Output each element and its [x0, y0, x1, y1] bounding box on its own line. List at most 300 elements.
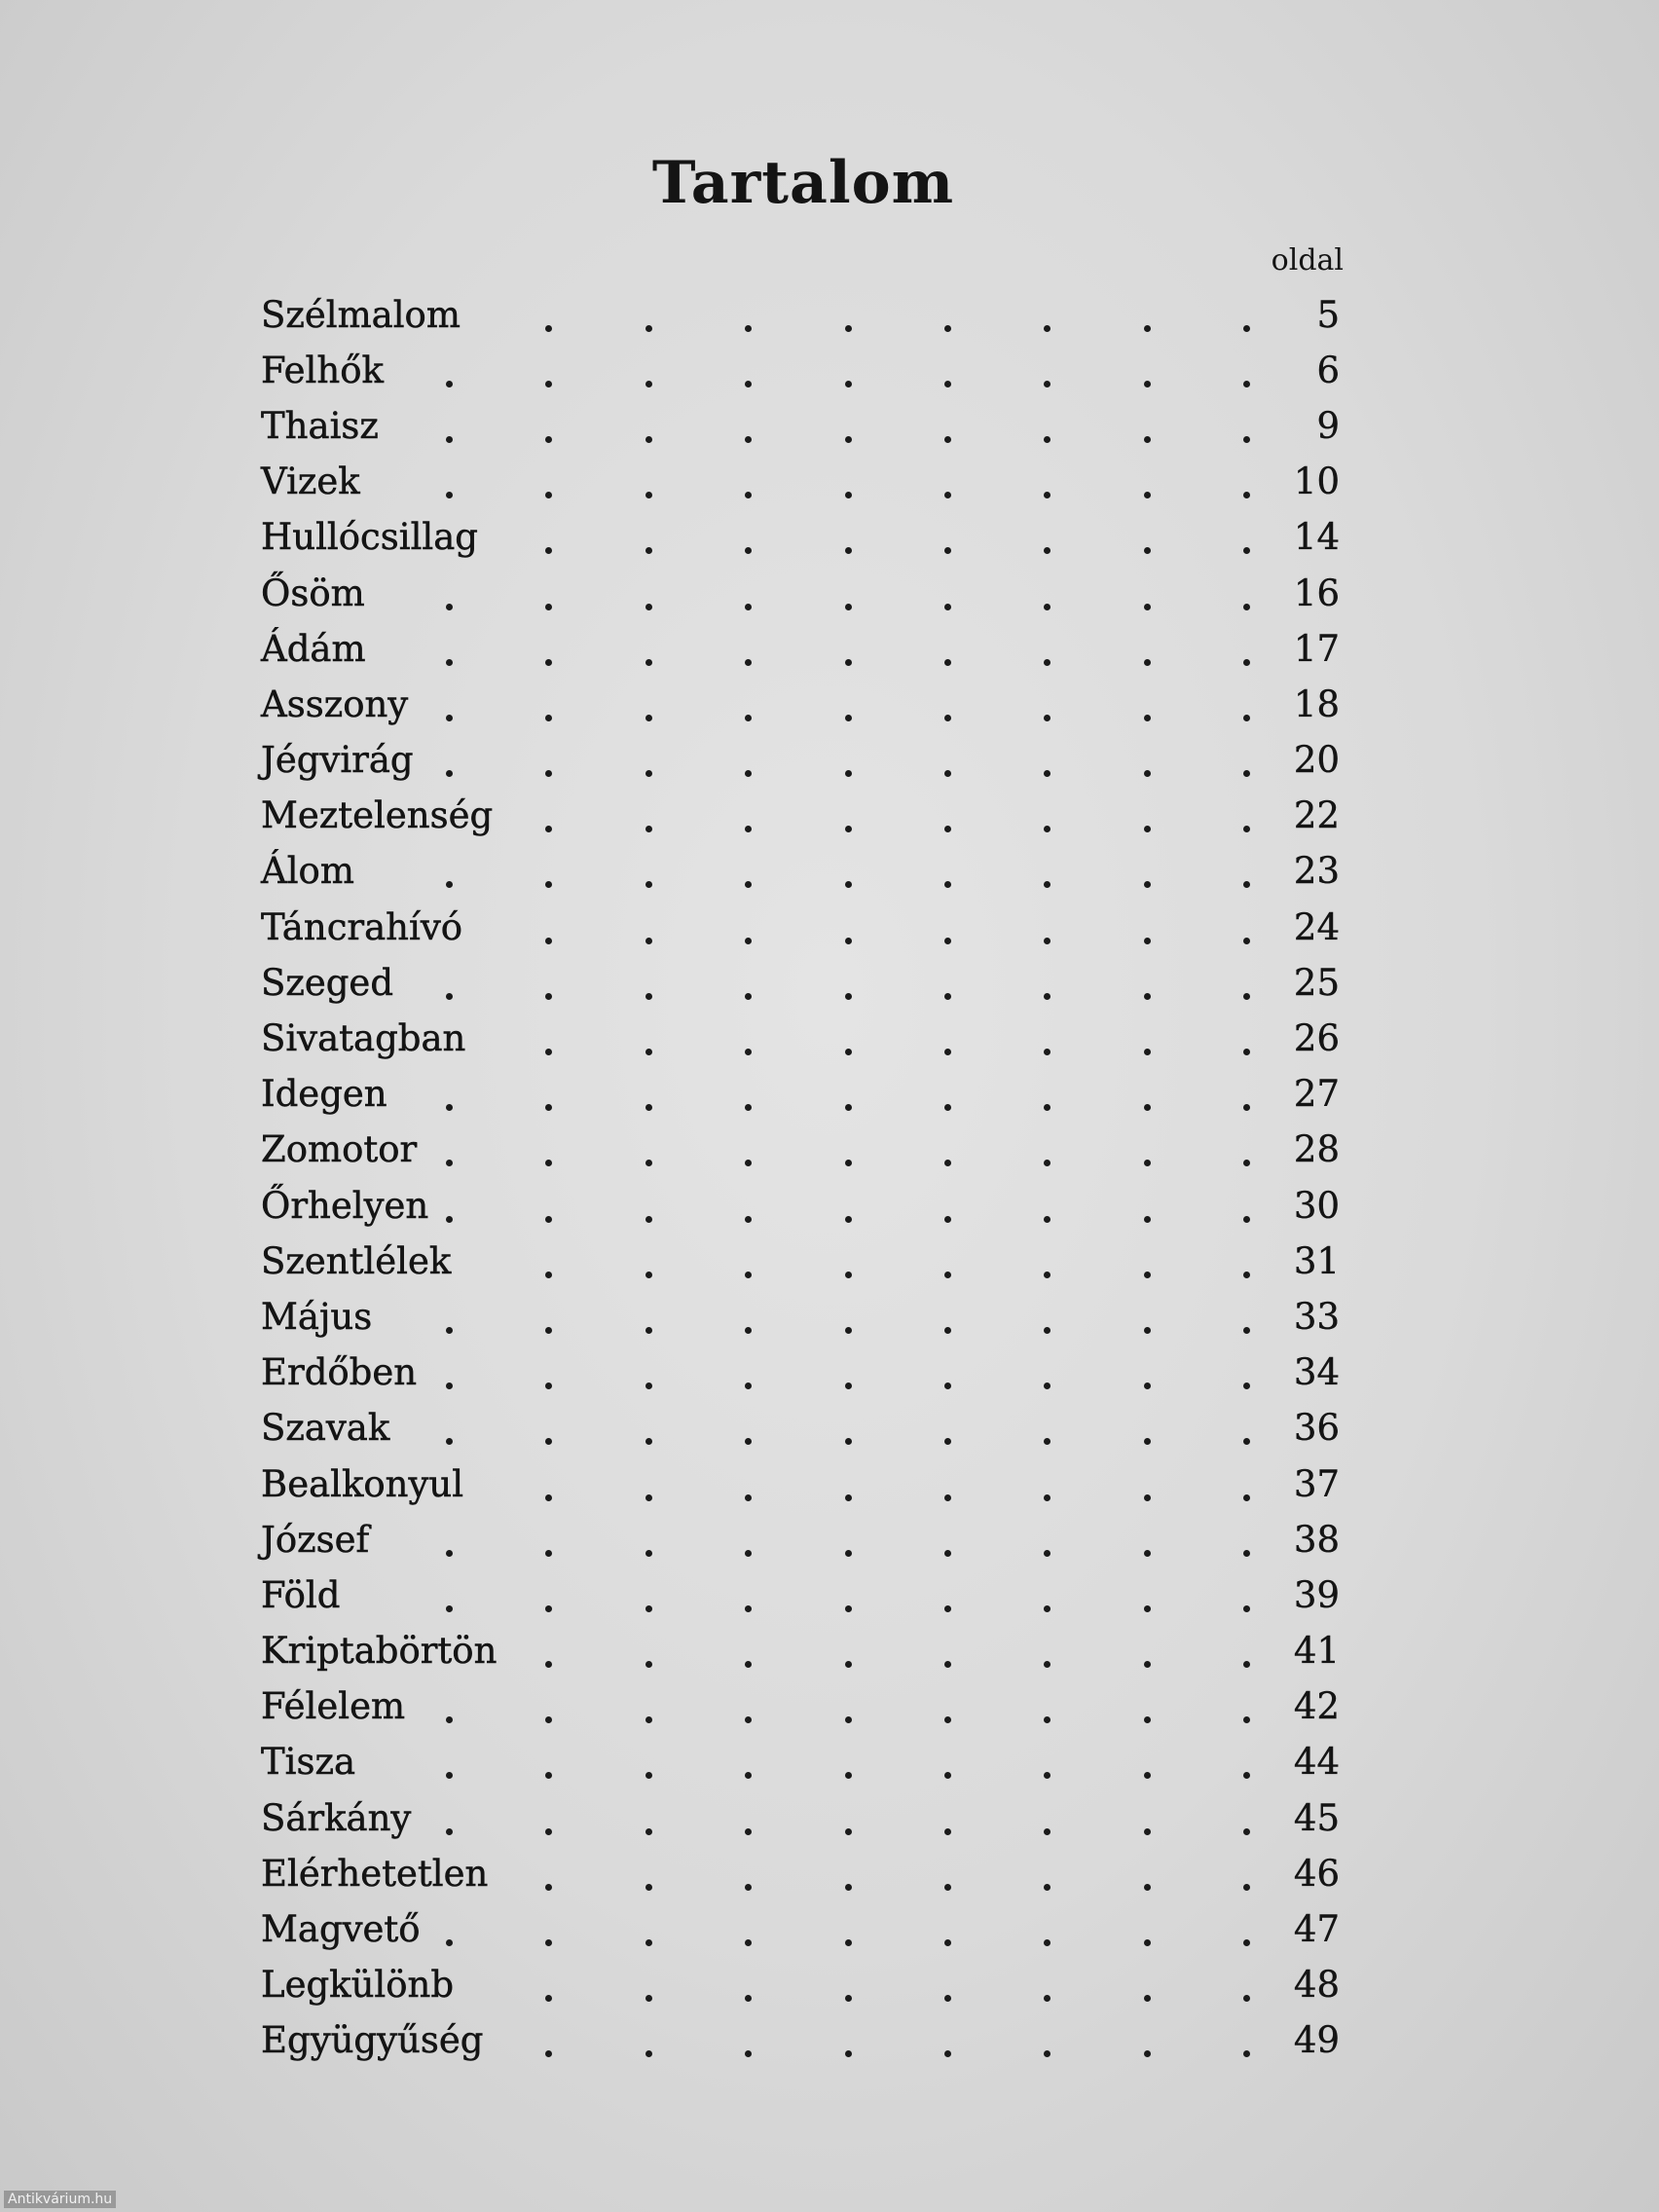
leader-dot — [1243, 604, 1250, 610]
dot-leader — [446, 1573, 1250, 1618]
leader-dot — [845, 1772, 852, 1779]
page-title: Tartalom — [651, 149, 955, 217]
leader-dot — [1243, 1104, 1250, 1111]
toc-entry — [261, 1790, 1344, 1846]
leader-dot — [1044, 1605, 1051, 1612]
leader-dot — [545, 1382, 552, 1389]
leader-dot — [645, 1327, 652, 1334]
leader-dot — [1044, 1939, 1051, 1946]
leader-dot — [1144, 1272, 1151, 1278]
dot-leader — [446, 961, 1250, 1006]
leader-dot — [845, 492, 852, 498]
leader-dot — [1144, 381, 1151, 387]
leader-dot — [1243, 1828, 1250, 1835]
leader-dot — [944, 1550, 951, 1557]
leader-dot — [645, 1661, 652, 1668]
leader-dot — [545, 1828, 552, 1835]
leader-dot — [944, 881, 951, 888]
leader-dot — [645, 993, 652, 1000]
leader-dot — [1243, 1049, 1250, 1055]
leader-dot — [845, 659, 852, 666]
leader-dot — [446, 1605, 453, 1612]
toc-entry-title: Legkülönb — [261, 1964, 455, 2007]
leader-dot — [944, 547, 951, 554]
toc-entry — [261, 1346, 1344, 1401]
toc-entry-title: Hullócsillag — [261, 516, 478, 559]
leader-dot — [1243, 826, 1250, 832]
leader-dot — [845, 381, 852, 387]
leader-dot — [645, 547, 652, 554]
leader-dot — [545, 770, 552, 777]
toc-entry-title: Thaisz — [261, 404, 379, 447]
leader-dot — [645, 381, 652, 387]
dot-leader — [446, 571, 1250, 616]
toc-entry — [261, 900, 1344, 955]
toc-entry — [261, 844, 1344, 900]
dot-leader — [446, 1350, 1250, 1395]
leader-dot — [944, 1939, 951, 1946]
leader-dot — [745, 1939, 752, 1946]
leader-dot — [845, 1104, 852, 1111]
leader-dot — [944, 1884, 951, 1891]
leader-dot — [1144, 1939, 1151, 1946]
dot-leader — [446, 1239, 1250, 1284]
leader-dot — [745, 826, 752, 832]
toc-entry-page-number: 42 — [1293, 1685, 1340, 1728]
leader-dot — [545, 1049, 552, 1055]
leader-dot — [545, 1995, 552, 2002]
toc-entry-page-number: 24 — [1293, 905, 1340, 948]
leader-dot — [845, 1494, 852, 1501]
toc-entry-page-number: 39 — [1293, 1573, 1340, 1616]
leader-dot — [944, 1382, 951, 1389]
leader-dot — [745, 1104, 752, 1111]
toc-entry-page-number: 5 — [1316, 293, 1340, 336]
leader-dot — [645, 1605, 652, 1612]
leader-dot — [745, 1216, 752, 1223]
dot-leader — [446, 1518, 1250, 1563]
toc-entry-title: Föld — [261, 1573, 341, 1616]
toc-entry — [261, 566, 1344, 621]
dot-leader — [446, 849, 1250, 894]
leader-dot — [645, 1216, 652, 1223]
leader-dot — [545, 381, 552, 387]
toc-entry-page-number: 30 — [1293, 1184, 1340, 1227]
toc-entry-title: Asszony — [261, 682, 409, 725]
leader-dot — [1144, 659, 1151, 666]
dot-leader — [446, 1462, 1250, 1507]
leader-dot — [1044, 1327, 1051, 1334]
leader-dot — [545, 2050, 552, 2057]
leader-dot — [1044, 881, 1051, 888]
dot-leader — [446, 1684, 1250, 1729]
leader-dot — [1144, 604, 1151, 610]
leader-dot — [745, 2050, 752, 2057]
toc-entry-title: Tisza — [261, 1741, 356, 1784]
toc-entry-title: Táncrahívó — [261, 905, 463, 948]
leader-dot — [745, 1438, 752, 1445]
leader-dot — [645, 1104, 652, 1111]
dot-leader — [446, 1016, 1250, 1061]
leader-dot — [1044, 492, 1051, 498]
toc-entry-title: Együgyűség — [261, 2019, 484, 2062]
toc-entry — [261, 1958, 1344, 2013]
leader-dot — [944, 1438, 951, 1445]
leader-dot — [645, 1382, 652, 1389]
dot-leader — [446, 1907, 1250, 1952]
leader-dot — [944, 1272, 951, 1278]
toc-entry-title: Bealkonyul — [261, 1462, 464, 1505]
leader-dot — [1044, 381, 1051, 387]
leader-dot — [944, 1605, 951, 1612]
leader-dot — [1243, 1160, 1250, 1166]
toc-entry-page-number: 47 — [1293, 1908, 1340, 1951]
leader-dot — [1044, 938, 1051, 944]
toc-entry-page-number: 33 — [1293, 1295, 1340, 1338]
toc-entry-title: Ádám — [261, 627, 366, 670]
leader-dot — [845, 1272, 852, 1278]
toc-entry-page-number: 22 — [1293, 794, 1340, 837]
leader-dot — [944, 1772, 951, 1779]
toc-entry-title: Idegen — [261, 1073, 387, 1116]
leader-dot — [1144, 1661, 1151, 1668]
dot-leader — [446, 404, 1250, 449]
leader-dot — [1044, 604, 1051, 610]
leader-dot — [645, 881, 652, 888]
toc-entry-page-number: 16 — [1293, 571, 1340, 614]
leader-dot — [545, 604, 552, 610]
leader-dot — [1044, 993, 1051, 1000]
leader-dot — [944, 993, 951, 1000]
leader-dot — [545, 1272, 552, 1278]
leader-dot — [446, 436, 453, 443]
leader-dot — [845, 1605, 852, 1612]
leader-dot — [745, 938, 752, 944]
toc-entry-title: Elérhetetlen — [261, 1852, 489, 1895]
leader-dot — [845, 1661, 852, 1668]
leader-dot — [645, 715, 652, 721]
toc-entry — [261, 510, 1344, 566]
leader-dot — [1044, 826, 1051, 832]
leader-dot — [745, 1160, 752, 1166]
toc-entry — [261, 455, 1344, 510]
leader-dot — [1144, 1828, 1151, 1835]
leader-dot — [545, 1716, 552, 1723]
toc-entry — [261, 1567, 1344, 1623]
leader-dot — [845, 1049, 852, 1055]
leader-dot — [1144, 938, 1151, 944]
leader-dot — [446, 1828, 453, 1835]
leader-dot — [1044, 770, 1051, 777]
toc-entry-page-number: 17 — [1293, 627, 1340, 670]
leader-dot — [446, 770, 453, 777]
toc-entry-title: Magvető — [261, 1908, 421, 1951]
toc-entry-title: Zomotor — [261, 1128, 418, 1171]
leader-dot — [845, 1716, 852, 1723]
leader-dot — [1144, 1494, 1151, 1501]
leader-dot — [745, 1049, 752, 1055]
leader-dot — [845, 1327, 852, 1334]
leader-dot — [845, 1995, 852, 2002]
leader-dot — [545, 436, 552, 443]
dot-leader — [446, 793, 1250, 838]
leader-dot — [1044, 325, 1051, 332]
leader-dot — [446, 1382, 453, 1389]
leader-dot — [545, 938, 552, 944]
leader-dot — [1044, 1382, 1051, 1389]
leader-dot — [545, 1494, 552, 1501]
leader-dot — [645, 1272, 652, 1278]
leader-dot — [1243, 938, 1250, 944]
toc-entry-title: Álom — [261, 850, 354, 893]
leader-dot — [745, 993, 752, 1000]
toc-entry-page-number: 6 — [1316, 349, 1340, 391]
toc-entry-page-number: 36 — [1293, 1407, 1340, 1450]
toc-entry-title: Erdőben — [261, 1351, 418, 1394]
leader-dot — [1144, 1104, 1151, 1111]
watermark: Antikvárium.hu — [4, 2191, 116, 2208]
toc-entry-page-number: 44 — [1293, 1741, 1340, 1784]
leader-dot — [745, 1605, 752, 1612]
toc-entry-page-number: 34 — [1293, 1351, 1340, 1394]
toc-entry-page-number: 45 — [1293, 1796, 1340, 1839]
leader-dot — [944, 1716, 951, 1723]
leader-dot — [545, 993, 552, 1000]
leader-dot — [1243, 1438, 1250, 1445]
leader-dot — [745, 881, 752, 888]
leader-dot — [645, 1160, 652, 1166]
leader-dot — [446, 1550, 453, 1557]
leader-dot — [845, 604, 852, 610]
leader-dot — [1044, 1494, 1051, 1501]
leader-dot — [545, 881, 552, 888]
leader-dot — [745, 325, 752, 332]
leader-dot — [545, 325, 552, 332]
leader-dot — [745, 770, 752, 777]
leader-dot — [944, 1995, 951, 2002]
leader-dot — [1144, 1438, 1151, 1445]
leader-dot — [545, 659, 552, 666]
dot-leader — [446, 738, 1250, 783]
toc-entry-page-number: 9 — [1316, 404, 1340, 447]
leader-dot — [845, 547, 852, 554]
toc-entry-page-number: 20 — [1293, 739, 1340, 782]
leader-dot — [1044, 1716, 1051, 1723]
leader-dot — [645, 1494, 652, 1501]
dot-leader — [446, 1295, 1250, 1340]
leader-dot — [1044, 1438, 1051, 1445]
leader-dot — [1144, 1995, 1151, 2002]
leader-dot — [1144, 436, 1151, 443]
leader-dot — [1243, 1605, 1250, 1612]
toc-entry — [261, 1011, 1344, 1066]
toc-entry — [261, 677, 1344, 732]
toc-entry-page-number: 31 — [1293, 1239, 1340, 1282]
leader-dot — [645, 2050, 652, 2057]
leader-dot — [645, 492, 652, 498]
leader-dot — [645, 1828, 652, 1835]
leader-dot — [745, 492, 752, 498]
leader-dot — [1144, 993, 1151, 1000]
leader-dot — [745, 1550, 752, 1557]
dot-leader — [446, 2018, 1250, 2063]
leader-dot — [745, 1772, 752, 1779]
leader-dot — [745, 1327, 752, 1334]
leader-dot — [745, 1995, 752, 2002]
leader-dot — [1044, 2050, 1051, 2057]
leader-dot — [545, 547, 552, 554]
leader-dot — [1243, 436, 1250, 443]
dot-leader — [446, 460, 1250, 504]
toc-entry — [261, 1289, 1344, 1345]
toc-entry — [261, 2013, 1344, 2069]
leader-dot — [944, 604, 951, 610]
leader-dot — [944, 826, 951, 832]
leader-dot — [1044, 1661, 1051, 1668]
leader-dot — [645, 1772, 652, 1779]
leader-dot — [545, 1216, 552, 1223]
leader-dot — [1243, 1327, 1250, 1334]
leader-dot — [745, 1272, 752, 1278]
leader-dot — [645, 1438, 652, 1445]
leader-dot — [645, 1716, 652, 1723]
leader-dot — [845, 715, 852, 721]
leader-dot — [944, 715, 951, 721]
leader-dot — [645, 604, 652, 610]
leader-dot — [1144, 826, 1151, 832]
leader-dot — [1243, 1661, 1250, 1668]
leader-dot — [1144, 881, 1151, 888]
leader-dot — [446, 1716, 453, 1723]
toc-entry-title: Vizek — [261, 461, 360, 503]
table-of-contents — [261, 287, 1344, 2069]
leader-dot — [944, 1216, 951, 1223]
toc-entry-page-number: 28 — [1293, 1128, 1340, 1171]
toc-entry — [261, 1735, 1344, 1790]
leader-dot — [845, 1438, 852, 1445]
leader-dot — [545, 1661, 552, 1668]
leader-dot — [1144, 1382, 1151, 1389]
leader-dot — [1044, 1550, 1051, 1557]
toc-entry — [261, 621, 1344, 677]
leader-dot — [645, 770, 652, 777]
leader-dot — [446, 604, 453, 610]
toc-entry-page-number: 14 — [1293, 516, 1340, 559]
toc-entry — [261, 287, 1344, 343]
toc-entry-page-number: 41 — [1293, 1630, 1340, 1673]
leader-dot — [745, 1716, 752, 1723]
leader-dot — [745, 381, 752, 387]
toc-entry — [261, 1456, 1344, 1512]
leader-dot — [1243, 1772, 1250, 1779]
leader-dot — [1243, 1995, 1250, 2002]
leader-dot — [845, 436, 852, 443]
toc-entry — [261, 343, 1344, 398]
toc-entry — [261, 1123, 1344, 1178]
dot-leader — [446, 627, 1250, 672]
leader-dot — [1144, 1884, 1151, 1891]
toc-entry-title: Kriptabörtön — [261, 1630, 498, 1673]
leader-dot — [1044, 1772, 1051, 1779]
leader-dot — [1144, 1160, 1151, 1166]
dot-leader — [446, 349, 1250, 393]
leader-dot — [1144, 715, 1151, 721]
leader-dot — [845, 993, 852, 1000]
dot-leader — [446, 1629, 1250, 1674]
toc-entry — [261, 1846, 1344, 1901]
leader-dot — [745, 604, 752, 610]
toc-entry-title: Sivatagban — [261, 1017, 466, 1060]
leader-dot — [1243, 1550, 1250, 1557]
leader-dot — [1044, 1828, 1051, 1835]
toc-entry-title: Május — [261, 1295, 373, 1338]
leader-dot — [446, 881, 453, 888]
leader-dot — [745, 1494, 752, 1501]
leader-dot — [944, 659, 951, 666]
leader-dot — [1243, 381, 1250, 387]
leader-dot — [745, 659, 752, 666]
leader-dot — [1243, 1382, 1250, 1389]
toc-entry-title: Ősöm — [261, 571, 365, 614]
toc-entry-title: Félelem — [261, 1685, 406, 1728]
toc-entry-page-number: 18 — [1293, 682, 1340, 725]
leader-dot — [645, 659, 652, 666]
dot-leader — [446, 1072, 1250, 1117]
leader-dot — [1243, 1494, 1250, 1501]
toc-entry-title: Szavak — [261, 1407, 390, 1450]
leader-dot — [1243, 993, 1250, 1000]
leader-dot — [1144, 1216, 1151, 1223]
toc-entry-page-number: 26 — [1293, 1017, 1340, 1060]
leader-dot — [645, 1995, 652, 2002]
dot-leader — [446, 1963, 1250, 2008]
toc-entry-page-number: 23 — [1293, 850, 1340, 893]
leader-dot — [1243, 1216, 1250, 1223]
leader-dot — [845, 1884, 852, 1891]
leader-dot — [1243, 547, 1250, 554]
leader-dot — [1044, 1884, 1051, 1891]
dot-leader — [446, 1184, 1250, 1229]
leader-dot — [545, 1772, 552, 1779]
leader-dot — [944, 770, 951, 777]
toc-entry — [261, 1067, 1344, 1123]
toc-entry-title: Szélmalom — [261, 293, 461, 336]
leader-dot — [446, 1327, 453, 1334]
toc-entry-page-number: 10 — [1293, 461, 1340, 503]
leader-dot — [645, 1939, 652, 1946]
leader-dot — [1044, 1216, 1051, 1223]
leader-dot — [1243, 492, 1250, 498]
leader-dot — [1144, 325, 1151, 332]
dot-leader — [446, 1406, 1250, 1451]
toc-entry-title: Jégvirág — [261, 739, 414, 782]
page-column-label: oldal — [1271, 243, 1344, 277]
leader-dot — [1243, 2050, 1250, 2057]
leader-dot — [745, 1382, 752, 1389]
toc-entry-title: Sárkány — [261, 1796, 412, 1839]
leader-dot — [1243, 1939, 1250, 1946]
leader-dot — [845, 1216, 852, 1223]
toc-entry — [261, 1679, 1344, 1735]
dot-leader — [446, 905, 1250, 950]
toc-entry — [261, 789, 1344, 844]
dot-leader — [446, 682, 1250, 727]
leader-dot — [1044, 1104, 1051, 1111]
leader-dot — [446, 715, 453, 721]
leader-dot — [944, 1494, 951, 1501]
leader-dot — [745, 715, 752, 721]
leader-dot — [845, 826, 852, 832]
